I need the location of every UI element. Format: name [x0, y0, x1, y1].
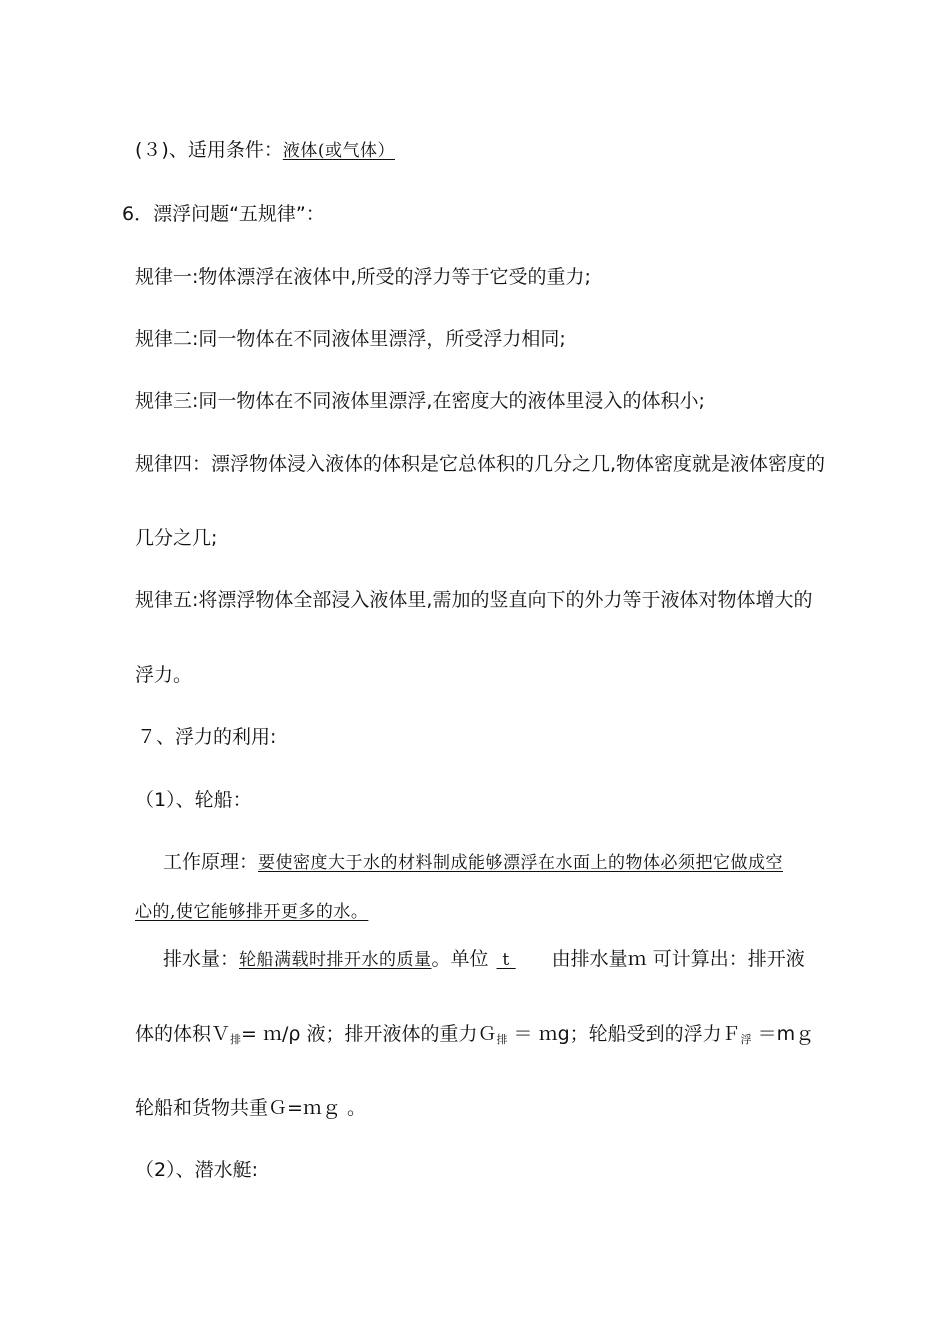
- formula-part-a: 体的体积Ｖ: [135, 1023, 231, 1045]
- formula-subscript-1: 排: [230, 1033, 242, 1046]
- displacement-line: [163, 946, 805, 973]
- rule-4: 规律四：漂浮物体浸入液体的体积是它总体积的几分之几,物体密度就是液体密度的: [135, 453, 826, 475]
- unit-answer: t: [496, 950, 516, 970]
- displacement-label: 排水量：: [163, 948, 240, 970]
- rule-4-continued: 几分之几;: [135, 527, 218, 549]
- rule-5: 规律五:将漂浮物体全部浸入液体里,需加的竖直向下的外力等于液体对物体增大的: [135, 589, 813, 611]
- formula-subscript-3: 浮: [740, 1033, 752, 1046]
- formula-part-b: = ｍ/ρ 液；排开液体的重力Ｇ: [241, 1023, 497, 1045]
- rule-2: 规律二:同一物体在不同液体里漂浮，所受浮力相同;: [135, 328, 566, 350]
- submarine-heading: （2）、潜水艇:: [135, 1159, 258, 1181]
- formula-part-c: ＝ ｍg；轮船受到的浮力Ｆ: [507, 1023, 741, 1045]
- unit-label: 。单位: [431, 948, 489, 970]
- working-principle-answer-continued: 心的,使它能够排开更多的水。: [135, 902, 369, 922]
- ship-heading: （1）、轮船：: [135, 789, 252, 811]
- formula-part-d: ＝mｇ: [751, 1023, 815, 1045]
- applicable-conditions-answer: 液体(或气体）: [282, 141, 395, 161]
- rule-3: 规律三:同一物体在不同液体里漂浮,在密度大的液体里浸入的体积小;: [135, 390, 705, 412]
- working-principle-line: [163, 849, 783, 876]
- formula-line: [135, 1021, 814, 1053]
- displacement-answer: 轮船满载时排开水的质量: [239, 950, 432, 970]
- applicable-conditions-line: [135, 137, 395, 164]
- applicable-conditions-label: (３)、适用条件：: [135, 139, 283, 161]
- total-weight-line: 轮船和货物共重Ｇ=ｍｇ 。: [135, 1097, 366, 1119]
- formula-subscript-2: 排: [496, 1033, 508, 1046]
- section-6-heading: 6．漂浮问题“五规律”：: [122, 203, 325, 225]
- working-principle-answer: 要使密度大于水的材料制成能够漂浮在水面上的物体必须把它做成空: [258, 853, 784, 873]
- rule-5-continued: 浮力。: [135, 664, 193, 686]
- section-7-heading: ７、浮力的利用:: [137, 726, 277, 748]
- working-principle-continued: [135, 898, 368, 925]
- rule-1: 规律一:物体漂浮在液体中,所受的浮力等于它受的重力;: [135, 266, 591, 288]
- displacement-calculation-text: 由排水量ｍ 可计算出：排开液: [551, 948, 805, 970]
- working-principle-label: 工作原理：: [163, 851, 259, 873]
